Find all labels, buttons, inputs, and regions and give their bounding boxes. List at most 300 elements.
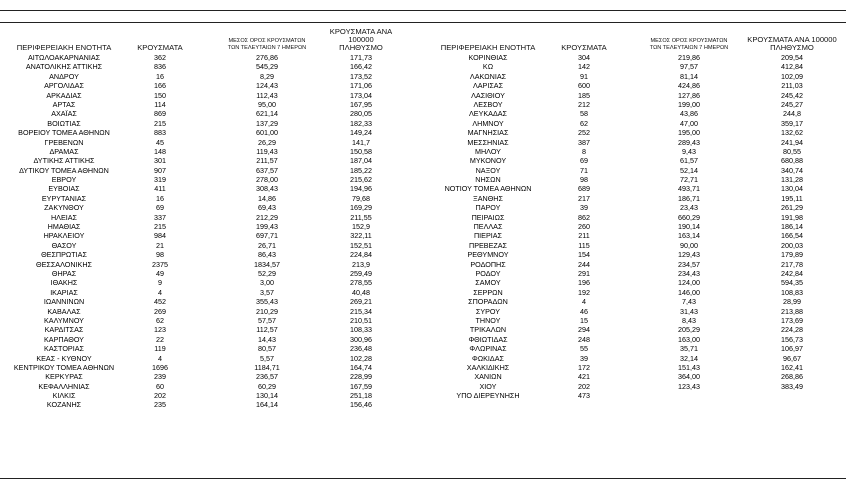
cell-per100k: 185,22 bbox=[350, 165, 372, 175]
cell-region: ΕΥΡΥΤΑΝΙΑΣ bbox=[41, 193, 87, 203]
right-header-cases-text: ΚΡΟΥΣΜΑΤΑ bbox=[561, 43, 607, 52]
table-row bbox=[0, 372, 420, 381]
cell-per100k: 245,42 bbox=[781, 90, 803, 100]
cell-avg: 355,43 bbox=[256, 297, 278, 307]
table-row bbox=[0, 53, 420, 62]
cell-cases: 4 bbox=[158, 353, 162, 363]
cell-avg: 190,14 bbox=[678, 222, 700, 232]
cell-per100k: 167,59 bbox=[350, 381, 372, 391]
cell-per100k: 210,51 bbox=[350, 315, 372, 325]
cell-avg: 210,29 bbox=[256, 306, 278, 316]
table-row bbox=[0, 231, 420, 240]
cell-region: ΡΟΔΟΠΗΣ bbox=[470, 259, 506, 269]
right-header-avg-line1: ΜΕΣΟΣ ΟΡΟΣ ΚΡΟΥΣΜΑΤΩΝ bbox=[650, 38, 728, 44]
cell-per100k: 213,9 bbox=[352, 259, 370, 269]
cell-per100k: 102,28 bbox=[350, 353, 372, 363]
table-row bbox=[424, 250, 846, 259]
cell-avg: 276,86 bbox=[256, 53, 278, 62]
cell-per100k: 269,21 bbox=[350, 297, 372, 307]
table-row bbox=[0, 250, 420, 259]
cell-avg: 137,29 bbox=[256, 118, 278, 128]
table-row bbox=[424, 175, 846, 184]
cell-avg: 112,43 bbox=[256, 90, 278, 100]
cell-avg: 129,43 bbox=[678, 250, 700, 260]
table-row bbox=[0, 72, 420, 81]
cell-cases: 269 bbox=[154, 306, 166, 316]
right-header-avg-line2: ΤΩΝ ΤΕΛΕΥΤΑΙΩΝ 7 ΗΜΕΡΩΝ bbox=[649, 45, 729, 51]
cell-per100k: 169,29 bbox=[350, 203, 372, 213]
cell-region: ΔΥΤΙΚΗΣ ΑΤΤΙΚΗΣ bbox=[33, 156, 95, 166]
cell-per100k: 680,88 bbox=[781, 156, 803, 166]
cell-region: ΓΡΕΒΕΝΩΝ bbox=[44, 137, 84, 147]
cell-region: ΚΟΖΑΝΗΣ bbox=[46, 400, 82, 410]
cell-cases: 319 bbox=[154, 175, 166, 185]
table-row bbox=[0, 222, 420, 231]
cell-avg: 47,00 bbox=[680, 118, 698, 128]
cell-cases: 98 bbox=[580, 175, 588, 185]
cell-avg: 637,57 bbox=[256, 165, 278, 175]
cell-per100k: 280,05 bbox=[350, 109, 372, 119]
cell-avg: 5,57 bbox=[260, 353, 274, 363]
table-row bbox=[0, 260, 420, 269]
cell-avg: 601,00 bbox=[256, 128, 278, 138]
table-row bbox=[0, 391, 420, 400]
cell-cases: 291 bbox=[578, 268, 590, 278]
cell-avg: 35,71 bbox=[680, 344, 698, 354]
right-header-per100k bbox=[742, 28, 842, 52]
cell-region: ΑΡΓΟΛΙΔΑΣ bbox=[44, 81, 84, 91]
cell-cases: 8 bbox=[582, 146, 586, 156]
left-header-per100k bbox=[320, 28, 402, 52]
cell-avg: 60,29 bbox=[258, 381, 276, 391]
cell-cases: 689 bbox=[578, 184, 590, 194]
cell-region: ΛΕΥΚΑΔΑΣ bbox=[468, 109, 507, 119]
cell-avg: 124,43 bbox=[256, 81, 278, 91]
cell-per100k: 278,55 bbox=[350, 278, 372, 288]
cell-region: ΚΑΒΑΛΑΣ bbox=[47, 306, 81, 316]
cell-cases: 69 bbox=[580, 156, 588, 166]
cell-cases: 114 bbox=[154, 99, 166, 109]
cell-per100k: 102,09 bbox=[781, 71, 803, 81]
cell-cases: 1696 bbox=[152, 362, 168, 372]
table-row bbox=[424, 297, 846, 306]
cell-cases: 16 bbox=[156, 71, 164, 81]
cell-region: ΛΕΣΒΟΥ bbox=[473, 99, 503, 109]
cell-region: ΜΗΛΟΥ bbox=[475, 146, 501, 156]
cell-cases: 21 bbox=[156, 240, 164, 250]
cell-region: ΚΑΣΤΟΡΙΑΣ bbox=[44, 344, 84, 354]
table-row bbox=[0, 269, 420, 278]
cell-per100k: 244,8 bbox=[783, 109, 801, 119]
cell-per100k: 217,78 bbox=[781, 259, 803, 269]
table-row bbox=[424, 382, 846, 391]
table-row bbox=[0, 316, 420, 325]
cell-region: ΙΚΑΡΙΑΣ bbox=[50, 287, 78, 297]
cell-per100k: 241,94 bbox=[781, 137, 803, 147]
cell-cases: 166 bbox=[154, 81, 166, 91]
cell-avg: 364,00 bbox=[678, 372, 700, 382]
table-row bbox=[424, 222, 846, 231]
table-row bbox=[424, 278, 846, 287]
left-header-region-text: ΠΕΡΙΦΕΡΕΙΑΚΗ ΕΝΟΤΗΤΑ bbox=[16, 43, 112, 52]
cell-region: ΧΙΟΥ bbox=[479, 381, 497, 391]
cell-cases: 49 bbox=[156, 268, 164, 278]
cell-per100k: 106,97 bbox=[781, 344, 803, 354]
cell-per100k: 200,03 bbox=[781, 240, 803, 250]
cell-avg: 424,86 bbox=[678, 81, 700, 91]
cell-per100k: 40,48 bbox=[352, 287, 370, 297]
table-row bbox=[0, 166, 420, 175]
table-row bbox=[0, 344, 420, 353]
table-row bbox=[0, 354, 420, 363]
cell-cases: 172 bbox=[578, 362, 590, 372]
cell-region: ΡΟΔΟΥ bbox=[475, 268, 501, 278]
cell-per100k: 259,49 bbox=[350, 268, 372, 278]
cell-region: ΛΑΣΙΘΙΟΥ bbox=[471, 90, 505, 100]
cell-region: ΚΑΡΠΑΘΟΥ bbox=[44, 334, 84, 344]
table-row bbox=[424, 307, 846, 316]
cell-avg: 72,71 bbox=[680, 175, 698, 185]
right-header-avg bbox=[636, 28, 742, 52]
cell-region: ΚΕΡΚΥΡΑΣ bbox=[45, 372, 83, 382]
cell-cases: 69 bbox=[156, 203, 164, 213]
cell-cases: 252 bbox=[578, 128, 590, 138]
cell-per100k: 80,55 bbox=[783, 146, 801, 156]
cell-per100k: 211,55 bbox=[350, 212, 372, 222]
cell-region: ΘΕΣΠΡΩΤΙΑΣ bbox=[41, 250, 87, 260]
cell-cases: 202 bbox=[154, 391, 166, 401]
cell-cases: 58 bbox=[580, 109, 588, 119]
cell-cases: 142 bbox=[578, 62, 590, 72]
right-header-cases bbox=[552, 28, 616, 52]
cell-per100k: 261,29 bbox=[781, 203, 803, 213]
table-row bbox=[0, 128, 420, 137]
cell-region: ΧΑΝΙΩΝ bbox=[474, 372, 502, 382]
cell-per100k: 191,98 bbox=[781, 212, 803, 222]
cell-cases: 387 bbox=[578, 137, 590, 147]
table-row bbox=[0, 203, 420, 212]
cell-cases: 192 bbox=[578, 287, 590, 297]
cell-cases: 984 bbox=[154, 231, 166, 241]
cell-region: ΦΛΩΡΙΝΑΣ bbox=[469, 344, 507, 354]
cell-avg: 146,00 bbox=[678, 287, 700, 297]
cell-avg: 660,29 bbox=[678, 212, 700, 222]
cell-region: ΛΗΜΝΟΥ bbox=[472, 118, 504, 128]
left-header-per100k-line1: ΚΡΟΥΣΜΑΤΑ ΑΝΑ 100000 bbox=[329, 27, 393, 44]
cell-cases: 473 bbox=[578, 391, 590, 401]
cell-cases: 212 bbox=[578, 99, 590, 109]
cell-per100k: 228,99 bbox=[350, 372, 372, 382]
cell-avg: 199,00 bbox=[678, 99, 700, 109]
cell-per100k: 224,84 bbox=[350, 250, 372, 260]
cell-cases: 98 bbox=[156, 250, 164, 260]
cell-avg: 80,57 bbox=[258, 344, 276, 354]
cell-cases: 4 bbox=[158, 287, 162, 297]
table-row bbox=[0, 400, 420, 409]
cell-region: ΞΑΝΘΗΣ bbox=[473, 193, 503, 203]
cell-per100k: 164,74 bbox=[350, 362, 372, 372]
cell-avg: 151,43 bbox=[678, 362, 700, 372]
cell-avg: 90,00 bbox=[680, 240, 698, 250]
cell-region: ΒΟΡΕΙΟΥ ΤΟΜΕΑ ΑΘΗΝΩΝ bbox=[18, 128, 110, 138]
cell-per100k: 171,06 bbox=[350, 81, 372, 91]
cell-cases: 836 bbox=[154, 62, 166, 72]
cell-region: ΦΩΚΙΔΑΣ bbox=[472, 353, 504, 363]
table-row bbox=[0, 278, 420, 287]
cell-avg: 1184,71 bbox=[254, 362, 280, 372]
cell-per100k: 173,69 bbox=[781, 315, 803, 325]
cell-cases: 2375 bbox=[152, 259, 168, 269]
table-row bbox=[0, 62, 420, 71]
cell-per100k: 187,04 bbox=[350, 156, 372, 166]
cell-region: ΔΡΑΜΑΣ bbox=[49, 146, 79, 156]
cell-avg: 8,43 bbox=[682, 315, 696, 325]
table-row bbox=[0, 175, 420, 184]
table-row bbox=[424, 62, 846, 71]
cell-per100k: 412,84 bbox=[781, 62, 803, 72]
table-row bbox=[0, 100, 420, 109]
right-header-per100k-line1: ΚΡΟΥΣΜΑΤΑ ΑΝΑ 100000 bbox=[747, 35, 837, 44]
cell-per100k: 108,83 bbox=[781, 287, 803, 297]
cell-avg: 621,14 bbox=[256, 109, 278, 119]
left-header-cases-text: ΚΡΟΥΣΜΑΤΑ bbox=[137, 43, 183, 52]
cell-cases: 215 bbox=[154, 118, 166, 128]
cell-cases: 185 bbox=[578, 90, 590, 100]
table-row bbox=[424, 354, 846, 363]
cell-avg: 545,29 bbox=[256, 62, 278, 72]
cell-avg: 26,29 bbox=[258, 137, 276, 147]
cell-cases: 62 bbox=[580, 118, 588, 128]
table-row bbox=[0, 297, 420, 306]
cell-avg: 31,43 bbox=[680, 306, 698, 316]
cell-avg: 234,43 bbox=[678, 268, 700, 278]
cell-cases: 39 bbox=[580, 353, 588, 363]
cell-per100k: 132,62 bbox=[781, 128, 803, 138]
cell-region: ΝΟΤΙΟΥ ΤΟΜΕΑ ΑΘΗΝΩΝ bbox=[444, 184, 532, 194]
cell-region: ΚΕΝΤΡΙΚΟΥ ΤΟΜΕΑ ΑΘΗΝΩΝ bbox=[13, 362, 115, 372]
cell-cases: 362 bbox=[154, 53, 166, 62]
cell-cases: 907 bbox=[154, 165, 166, 175]
table-row bbox=[424, 119, 846, 128]
cell-cases: 211 bbox=[578, 231, 590, 241]
cell-avg: 57,57 bbox=[258, 315, 276, 325]
cell-per100k: 594,35 bbox=[781, 278, 803, 288]
table-row bbox=[424, 316, 846, 325]
cell-avg: 69,43 bbox=[258, 203, 276, 213]
cell-avg: 3,57 bbox=[260, 287, 274, 297]
cell-cases: 55 bbox=[580, 344, 588, 354]
cell-region: ΝΑΞΟΥ bbox=[475, 165, 501, 175]
cell-cases: 16 bbox=[156, 193, 164, 203]
right-header-region bbox=[424, 28, 552, 52]
right-header-per100k-line2: ΠΛΗΘΥΣΜΟ bbox=[770, 43, 814, 52]
cell-region: ΖΑΚΥΝΘΟΥ bbox=[44, 203, 84, 213]
cell-region: ΥΠΟ ΔΙΕΡΕΥΝΗΣΗ bbox=[456, 391, 520, 401]
table-row bbox=[424, 335, 846, 344]
table-row bbox=[0, 213, 420, 222]
cell-per100k: 213,88 bbox=[781, 306, 803, 316]
cell-cases: 304 bbox=[578, 53, 590, 62]
cell-avg: 81,14 bbox=[680, 71, 698, 81]
cell-region: ΣΥΡΟΥ bbox=[475, 306, 501, 316]
cell-avg: 234,57 bbox=[678, 259, 700, 269]
cell-cases: 883 bbox=[154, 128, 166, 138]
cell-cases: 452 bbox=[154, 297, 166, 307]
cell-per100k: 209,54 bbox=[781, 53, 803, 62]
cell-per100k: 215,62 bbox=[350, 175, 372, 185]
cell-cases: 71 bbox=[580, 165, 588, 175]
cell-avg: 95,00 bbox=[258, 99, 276, 109]
cell-per100k: 173,52 bbox=[350, 71, 372, 81]
table-row bbox=[0, 241, 420, 250]
cell-cases: 15 bbox=[580, 315, 588, 325]
table-row bbox=[424, 213, 846, 222]
table-row bbox=[424, 288, 846, 297]
table-row bbox=[0, 81, 420, 90]
cell-cases: 60 bbox=[156, 381, 164, 391]
cell-avg: 52,14 bbox=[680, 165, 698, 175]
cell-avg: 26,71 bbox=[258, 240, 276, 250]
table-row bbox=[0, 147, 420, 156]
table-row bbox=[0, 194, 420, 203]
cell-avg: 127,86 bbox=[678, 90, 700, 100]
cell-per100k: 130,04 bbox=[781, 184, 803, 194]
cell-per100k: 268,86 bbox=[781, 372, 803, 382]
top-rule-2 bbox=[0, 22, 846, 23]
left-header-region bbox=[0, 28, 128, 52]
cell-region: ΘΑΣΟΥ bbox=[51, 240, 77, 250]
table-row bbox=[0, 325, 420, 334]
cell-avg: 308,43 bbox=[256, 184, 278, 194]
cell-avg: 163,14 bbox=[678, 231, 700, 241]
table-row bbox=[424, 344, 846, 353]
cell-per100k: 96,67 bbox=[783, 353, 801, 363]
cell-region: ΧΑΛΚΙΔΙΚΗΣ bbox=[466, 362, 510, 372]
table-row bbox=[424, 203, 846, 212]
cell-avg: 493,71 bbox=[678, 184, 700, 194]
cell-cases: 46 bbox=[580, 306, 588, 316]
table-row bbox=[424, 231, 846, 240]
cell-region: ΑΡΚΑΔΙΑΣ bbox=[46, 90, 82, 100]
right-header-region-text: ΠΕΡΙΦΕΡΕΙΑΚΗ ΕΝΟΤΗΤΑ bbox=[440, 43, 536, 52]
table-row bbox=[424, 100, 846, 109]
cell-per100k: 156,73 bbox=[781, 334, 803, 344]
cell-cases: 215 bbox=[154, 222, 166, 232]
cell-avg: 124,00 bbox=[678, 278, 700, 288]
cell-region: ΜΥΚΟΝΟΥ bbox=[469, 156, 507, 166]
cell-region: ΚΑΛΥΜΝΟΥ bbox=[44, 315, 84, 325]
cell-per100k: 322,11 bbox=[350, 231, 372, 241]
cell-avg: 195,00 bbox=[678, 128, 700, 138]
cell-region: ΚΕΑΣ - ΚΥΘΝΟΥ bbox=[36, 353, 92, 363]
cell-avg: 9,43 bbox=[682, 146, 696, 156]
cell-cases: 148 bbox=[154, 146, 166, 156]
cell-avg: 7,43 bbox=[682, 297, 696, 307]
cell-region: ΡΕΘΥΜΝΟΥ bbox=[467, 250, 509, 260]
cell-region: ΜΑΓΝΗΣΙΑΣ bbox=[467, 128, 509, 138]
table-row bbox=[424, 269, 846, 278]
cell-per100k: 186,14 bbox=[781, 222, 803, 232]
cell-per100k: 182,33 bbox=[350, 118, 372, 128]
cell-avg: 130,14 bbox=[256, 391, 278, 401]
cell-per100k: 359,17 bbox=[781, 118, 803, 128]
table-row bbox=[0, 91, 420, 100]
cell-avg: 278,00 bbox=[256, 175, 278, 185]
cell-region: ΚΟΡΙΝΘΙΑΣ bbox=[468, 53, 508, 62]
cell-cases: 239 bbox=[154, 372, 166, 382]
table-row bbox=[0, 288, 420, 297]
left-table bbox=[0, 53, 420, 410]
cell-per100k: 141,7 bbox=[352, 137, 370, 147]
cell-avg: 97,57 bbox=[680, 62, 698, 72]
cell-avg: 43,86 bbox=[680, 109, 698, 119]
cell-cases: 337 bbox=[154, 212, 166, 222]
cell-avg: 123,43 bbox=[678, 381, 700, 391]
cell-region: ΑΙΤΩΛΟΑΚΑΡΝΑΝΙΑΣ bbox=[27, 53, 101, 62]
cell-per100k: 224,28 bbox=[781, 325, 803, 335]
cell-region: ΜΕΣΣΗΝΙΑΣ bbox=[467, 137, 509, 147]
table-row bbox=[424, 194, 846, 203]
cell-cases: 869 bbox=[154, 109, 166, 119]
cell-per100k: 383,49 bbox=[781, 381, 803, 391]
cell-per100k: 251,18 bbox=[350, 391, 372, 401]
cell-per100k: 242,84 bbox=[781, 268, 803, 278]
bottom-rule bbox=[0, 478, 846, 479]
cell-region: ΕΒΡΟΥ bbox=[51, 175, 77, 185]
table-row bbox=[424, 81, 846, 90]
cell-avg: 219,86 bbox=[678, 53, 700, 62]
cell-cases: 45 bbox=[156, 137, 164, 147]
cell-per100k: 150,58 bbox=[350, 146, 372, 156]
cell-avg: 61,57 bbox=[680, 156, 698, 166]
cell-per100k: 166,54 bbox=[781, 231, 803, 241]
cell-avg: 14,86 bbox=[258, 193, 276, 203]
top-rule-1 bbox=[0, 10, 846, 11]
cell-avg: 212,29 bbox=[256, 212, 278, 222]
cell-per100k: 156,46 bbox=[350, 400, 372, 410]
cell-region: ΘΗΡΑΣ bbox=[51, 268, 77, 278]
cell-avg: 697,71 bbox=[256, 231, 278, 241]
table-row bbox=[424, 166, 846, 175]
cell-cases: 123 bbox=[154, 325, 166, 335]
left-header-avg-line2: ΤΩΝ ΤΕΛΕΥΤΑΙΩΝ 7 ΗΜΕΡΩΝ bbox=[227, 45, 307, 51]
table-row bbox=[424, 53, 846, 62]
cell-per100k: 179,89 bbox=[781, 250, 803, 260]
cell-per100k: 236,48 bbox=[350, 344, 372, 354]
cell-region: ΗΛΕΙΑΣ bbox=[50, 212, 78, 222]
table-row bbox=[0, 363, 420, 372]
cell-cases: 260 bbox=[578, 222, 590, 232]
cell-cases: 248 bbox=[578, 334, 590, 344]
cell-per100k: 79,68 bbox=[352, 193, 370, 203]
cell-region: ΠΡΕΒΕΖΑΣ bbox=[469, 240, 507, 250]
cell-region: ΙΘΑΚΗΣ bbox=[50, 278, 78, 288]
cell-cases: 4 bbox=[582, 297, 586, 307]
cell-per100k: 167,95 bbox=[350, 99, 372, 109]
cell-avg: 14,43 bbox=[258, 334, 276, 344]
cell-avg: 205,29 bbox=[678, 325, 700, 335]
cell-avg: 112,57 bbox=[256, 325, 278, 335]
cell-avg: 186,71 bbox=[678, 193, 700, 203]
cell-per100k: 300,96 bbox=[350, 334, 372, 344]
cell-avg: 86,43 bbox=[258, 250, 276, 260]
table-row bbox=[424, 372, 846, 381]
cell-cases: 150 bbox=[154, 90, 166, 100]
table-row bbox=[0, 138, 420, 147]
cell-region: ΑΧΑΪΑΣ bbox=[51, 109, 77, 119]
table-row bbox=[424, 241, 846, 250]
cell-cases: 301 bbox=[154, 156, 166, 166]
